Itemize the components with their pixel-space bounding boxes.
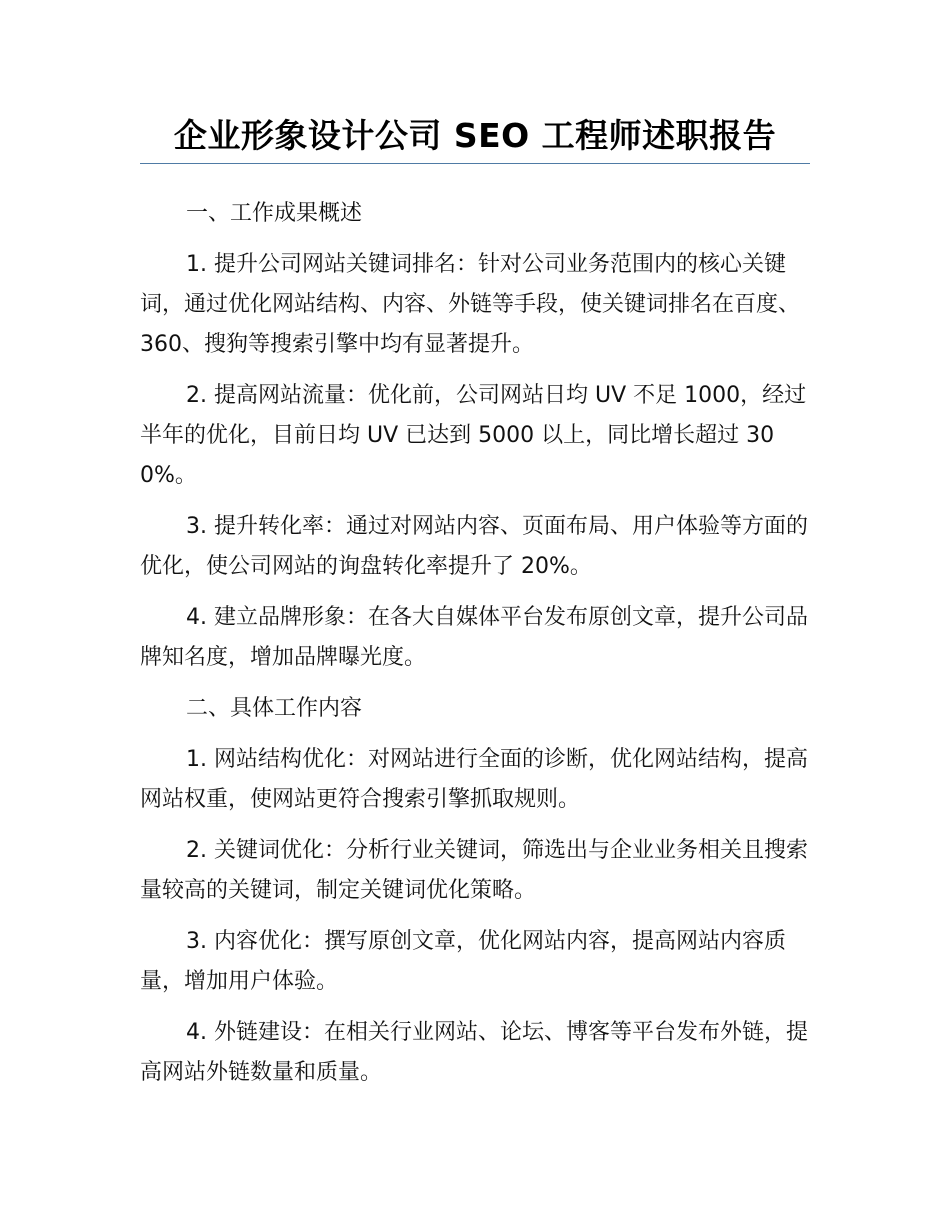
section-heading-1: 一、工作成果概述 bbox=[186, 201, 363, 226]
paragraph-1-1: 1. 提升公司网站关键词排名：针对公司业务范围内的核心关键词，通过优化网站结构、内容、外链等手段，使关键词排名在百度、360、搜狗等搜索引擎中均有显著提升。 bbox=[140, 252, 801, 357]
paragraph-2-3: 3. 内容优化：撰写原创文章，优化网站内容，提高网站内容质量，增加用户体验。 bbox=[140, 929, 786, 994]
section-heading-2: 二、具体工作内容 bbox=[186, 696, 363, 721]
document-body bbox=[140, 194, 812, 1104]
paragraph-1-2: 2. 提高网站流量：优化前，公司网站日均 UV 不足 1000，经过半年的优化，目前日均 UV 已达到 5000 以上，同比增长超过 300%。 bbox=[140, 383, 807, 488]
document-title: 企业形象设计公司 SEO 工程师述职报告 bbox=[173, 116, 777, 155]
paragraph-2-1: 1. 网站结构优化：对网站进行全面的诊断，优化网站结构，提高网站权重，使网站更符合搜索引擎抓取规则。 bbox=[140, 747, 808, 812]
paragraph-1-4: 4. 建立品牌形象：在各大自媒体平台发布原创文章，提升公司品牌知名度，增加品牌曝光度。 bbox=[140, 605, 808, 670]
title-underline bbox=[140, 163, 810, 164]
paragraph-1-3: 3. 提升转化率：通过对网站内容、页面布局、用户体验等方面的优化，使公司网站的询盘转化率提升了 20%。 bbox=[140, 514, 808, 579]
paragraph-2-4: 4. 外链建设：在相关行业网站、论坛、博客等平台发布外链，提高网站外链数量和质量。 bbox=[140, 1020, 808, 1085]
paragraph-2-2: 2. 关键词优化：分析行业关键词，筛选出与企业业务相关且搜索量较高的关键词，制定关键词优化策略。 bbox=[140, 838, 808, 903]
